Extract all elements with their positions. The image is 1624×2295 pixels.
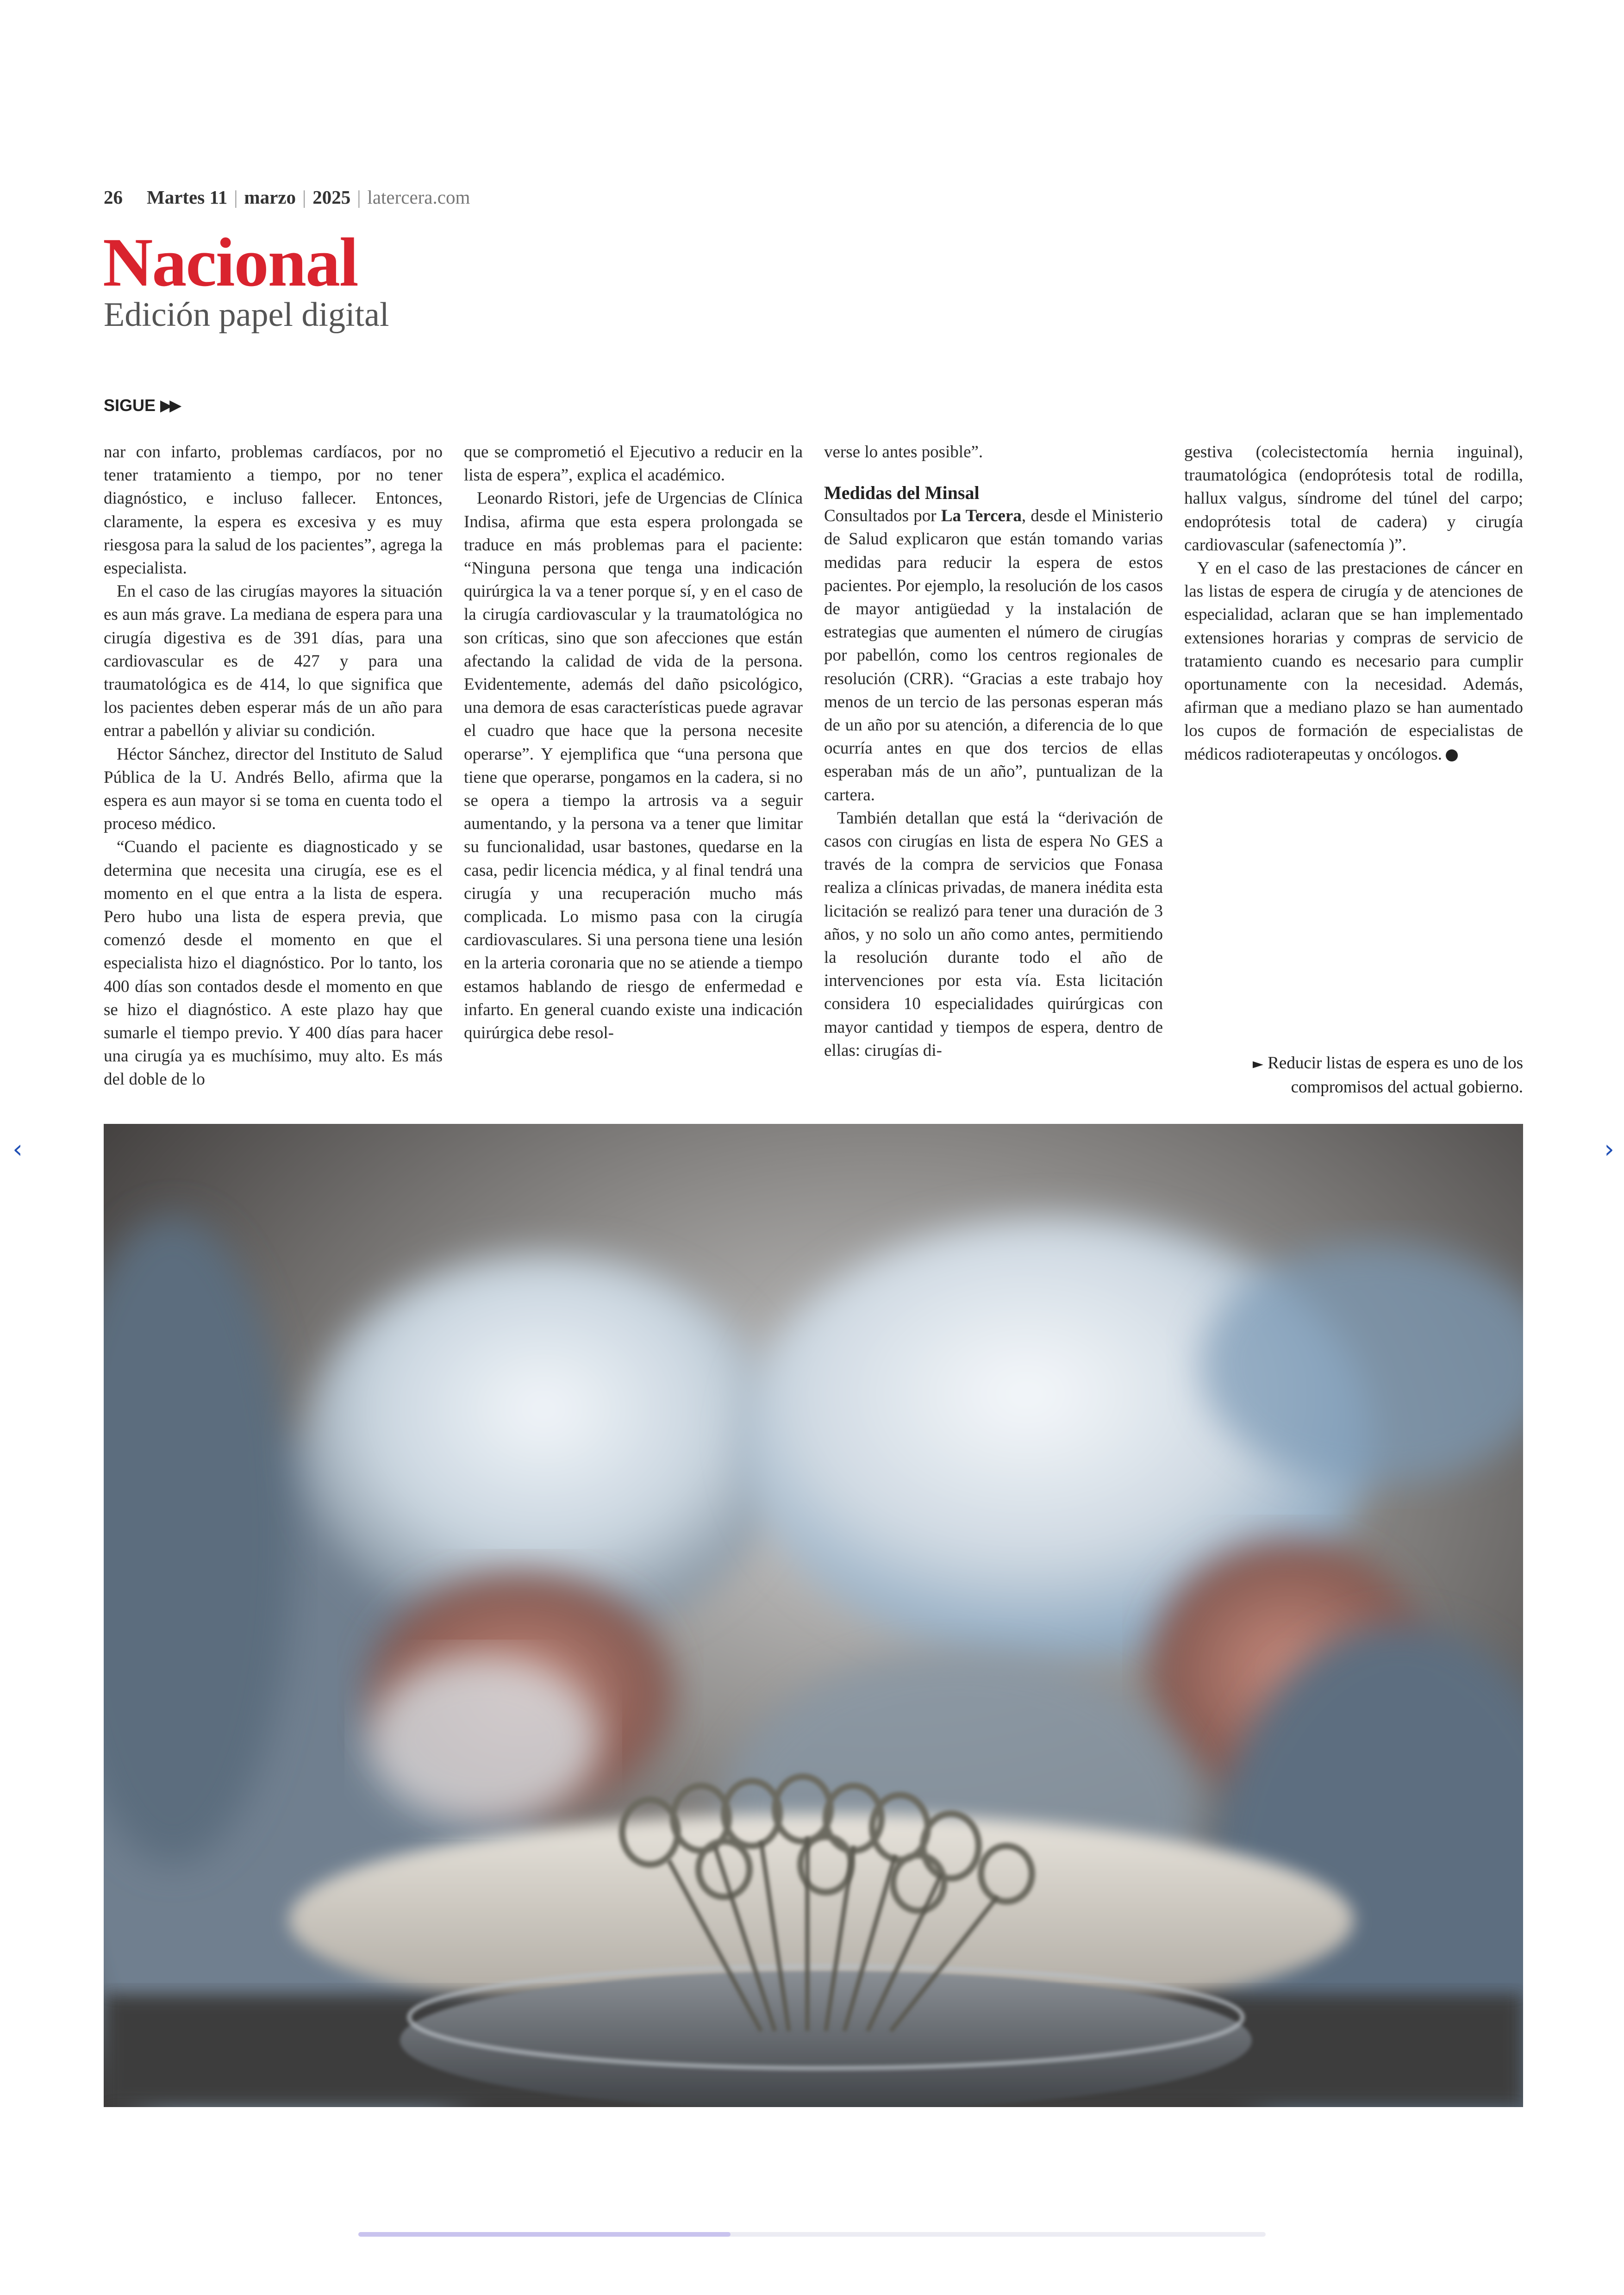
paragraph: Héctor Sánchez, director del Instituto de Salud Pública de la U. Andrés Bello, afirma que la espera es aun mayor si se toma en cuenta todo el proceso médico. bbox=[104, 744, 443, 834]
continue-text: SIGUE bbox=[104, 396, 156, 415]
section-title: Nacional bbox=[103, 224, 358, 301]
end-of-article-icon bbox=[1446, 749, 1458, 761]
header-separator: | bbox=[302, 187, 306, 208]
text-run: , desde el Ministerio de Salud explicaron que están tomando varias medidas para reducir la espera de estos pacientes. Por ejemplo, la resolución de los casos de mayor antigüedad y la instalación de estrategias que aumenten el número de cirugías por pabellón, como los centros regionales de resolución (CRR). “Gracias a este trabajo hoy menos de un tercio de las personas esperan más de un año por su atención, a diferencia de lo que ocurría antes en que dos tercios de ellas esperaban más de un año”, puntualizan de la cartera. bbox=[824, 506, 1163, 804]
article-column-1 bbox=[104, 441, 443, 1091]
paragraph: nar con infarto, problemas cardíacos, por no tener tratamiento a tiempo, por no tener diagnóstico, e incluso fallecer. Entonces, claramente, la espera es excesiva y es muy riesgosa para la salud de los pacientes”, agrega la especialista. bbox=[104, 443, 443, 578]
caption-marker-icon: ► bbox=[1252, 1056, 1263, 1072]
text-run: Y en el caso de las prestaciones de cáncer en las listas de espera de cirugía y de atenciones de especialidad, aclaran que se han implementado extensiones horarias y compras de servicio de tratamiento cuando es necesario para cumplir oportunamente con la necesidad. Además, afirman que a mediano plazo se han aumentado los cupos de formación de especialistas de médicos radioterapeutas y oncólogos. bbox=[1184, 559, 1523, 764]
caption-text: Reducir listas de espera es uno de los compromisos del actual gobierno. bbox=[1268, 1054, 1523, 1097]
previous-page-button[interactable]: ‹ bbox=[12, 1134, 23, 1164]
paragraph bbox=[824, 505, 1163, 807]
header-day: Martes 11 bbox=[147, 187, 228, 208]
header-year: 2025 bbox=[312, 187, 351, 208]
article-column-4 bbox=[1184, 441, 1523, 766]
header-separator: | bbox=[234, 187, 238, 208]
paragraph: verse lo antes posible”. bbox=[824, 443, 983, 461]
photo-illustration bbox=[104, 1124, 1523, 2107]
paragraph: Leonardo Ristori, jefe de Urgencias de Clínica Indisa, afirma que esta espera prolongada se traduce en más problemas para el paciente: “Ninguna persona que tenga una indicación quirúrgica la va a tener porque sí, y en el caso de la cirugía cardiovascular y la traumatológica no son críticas, sino que son afecciones que están afectando la calidad de vida de la persona. Evidentemente, además del daño psicológico, una demora de esas características puede agravar el cuadro que hace que la persona necesite operarse”. Y ejemplifica que “una persona que tiene que operarse, pongamos en la cadera, si no se opera a tiempo la artrosis va a seguir aumentando, y la persona va a tener que limitar su funcionalidad, usar bastones, quedarse en la casa, pedir licencia médica, y al final tendrá una cirugía y una recuperación mucho más complicada. Lo mismo pasa con la cirugía cardiovasculares. Si una persona tiene una lesión en la arteria coronaria que no se atiende a tiempo estamos hablando de riesgo de enfermedad e infarto. En general cuando existe una indicación quirúrgica debe resol- bbox=[464, 489, 803, 1043]
next-page-button[interactable]: › bbox=[1604, 1134, 1614, 1164]
page-progress-thumb[interactable] bbox=[358, 2232, 731, 2237]
paragraph: que se comprometió el Ejecutivo a reducir en la lista de espera”, explica el académico. bbox=[464, 443, 803, 485]
header-site: latercera.com bbox=[367, 187, 470, 208]
article-column-3 bbox=[824, 441, 1163, 1062]
photo-caption bbox=[1185, 1052, 1523, 1099]
article-column-2 bbox=[464, 441, 803, 1045]
continue-label bbox=[104, 396, 179, 415]
paragraph: En el caso de las cirugías mayores la situación es aun más grave. La mediana de espera para una cirugía digestiva es de 391 días, para una cardiovascular es de 427 y para una traumatológica es de 414, lo que significa que los pacientes deben esperar más de un año para entrar a pabellón y aliviar su condición. bbox=[104, 582, 443, 741]
publication-name: La Tercera bbox=[941, 506, 1022, 526]
paragraph: gestiva (colecistectomía hernia inguinal), traumatológica (endoprótesis total de rodilla, hallux valgus, síndrome del túnel del carpo; endoprótesis total de cadera) y cirugía cardiovascular (safenectomía )”. bbox=[1184, 443, 1523, 555]
header-month: marzo bbox=[244, 187, 296, 208]
page-header bbox=[104, 183, 470, 211]
continue-arrows-icon: ▶▶ bbox=[160, 397, 179, 414]
page-progress-track[interactable] bbox=[358, 2232, 1266, 2237]
paragraph bbox=[1184, 557, 1523, 766]
surgery-instruments-photo bbox=[104, 1124, 1523, 2107]
header-separator: | bbox=[357, 187, 361, 208]
text-run: Consultados por bbox=[824, 506, 941, 526]
subheading: Medidas del Minsal bbox=[824, 482, 980, 504]
paragraph: También detallan que está la “derivación de casos con cirugías en lista de espera No GES a través de la compra de servicios que Fonasa realiza a clínicas privadas, de manera inédita esta licitación se realizó para tener una duración de 3 años, y no solo un año como antes, permitiendo la resolución durante todo el año de intervenciones por esta vía. Esta licitación considera 10 especialidades quirúrgicas con mayor cantidad y tiempos de espera, dentro de ellas: cirugías di- bbox=[824, 808, 1163, 1060]
page-number: 26 bbox=[104, 187, 123, 208]
section-subtitle: Edición papel digital bbox=[104, 296, 389, 334]
paragraph: “Cuando el paciente es diagnosticado y se determina que necesita una cirugía, ese es el momento en el que entra a la lista de espera. Pero hubo una lista de espera previa, que comenzó desde el momento en que el especialista hizo el diagnóstico. Por lo tanto, los 400 días son contados desde el momento en que se hizo el diagnóstico. A este plazo hay que sumarle el tiempo previo. Y 400 días para hacer una cirugía ya es muchísimo, muy alto. Es más del doble de lo bbox=[104, 837, 443, 1089]
